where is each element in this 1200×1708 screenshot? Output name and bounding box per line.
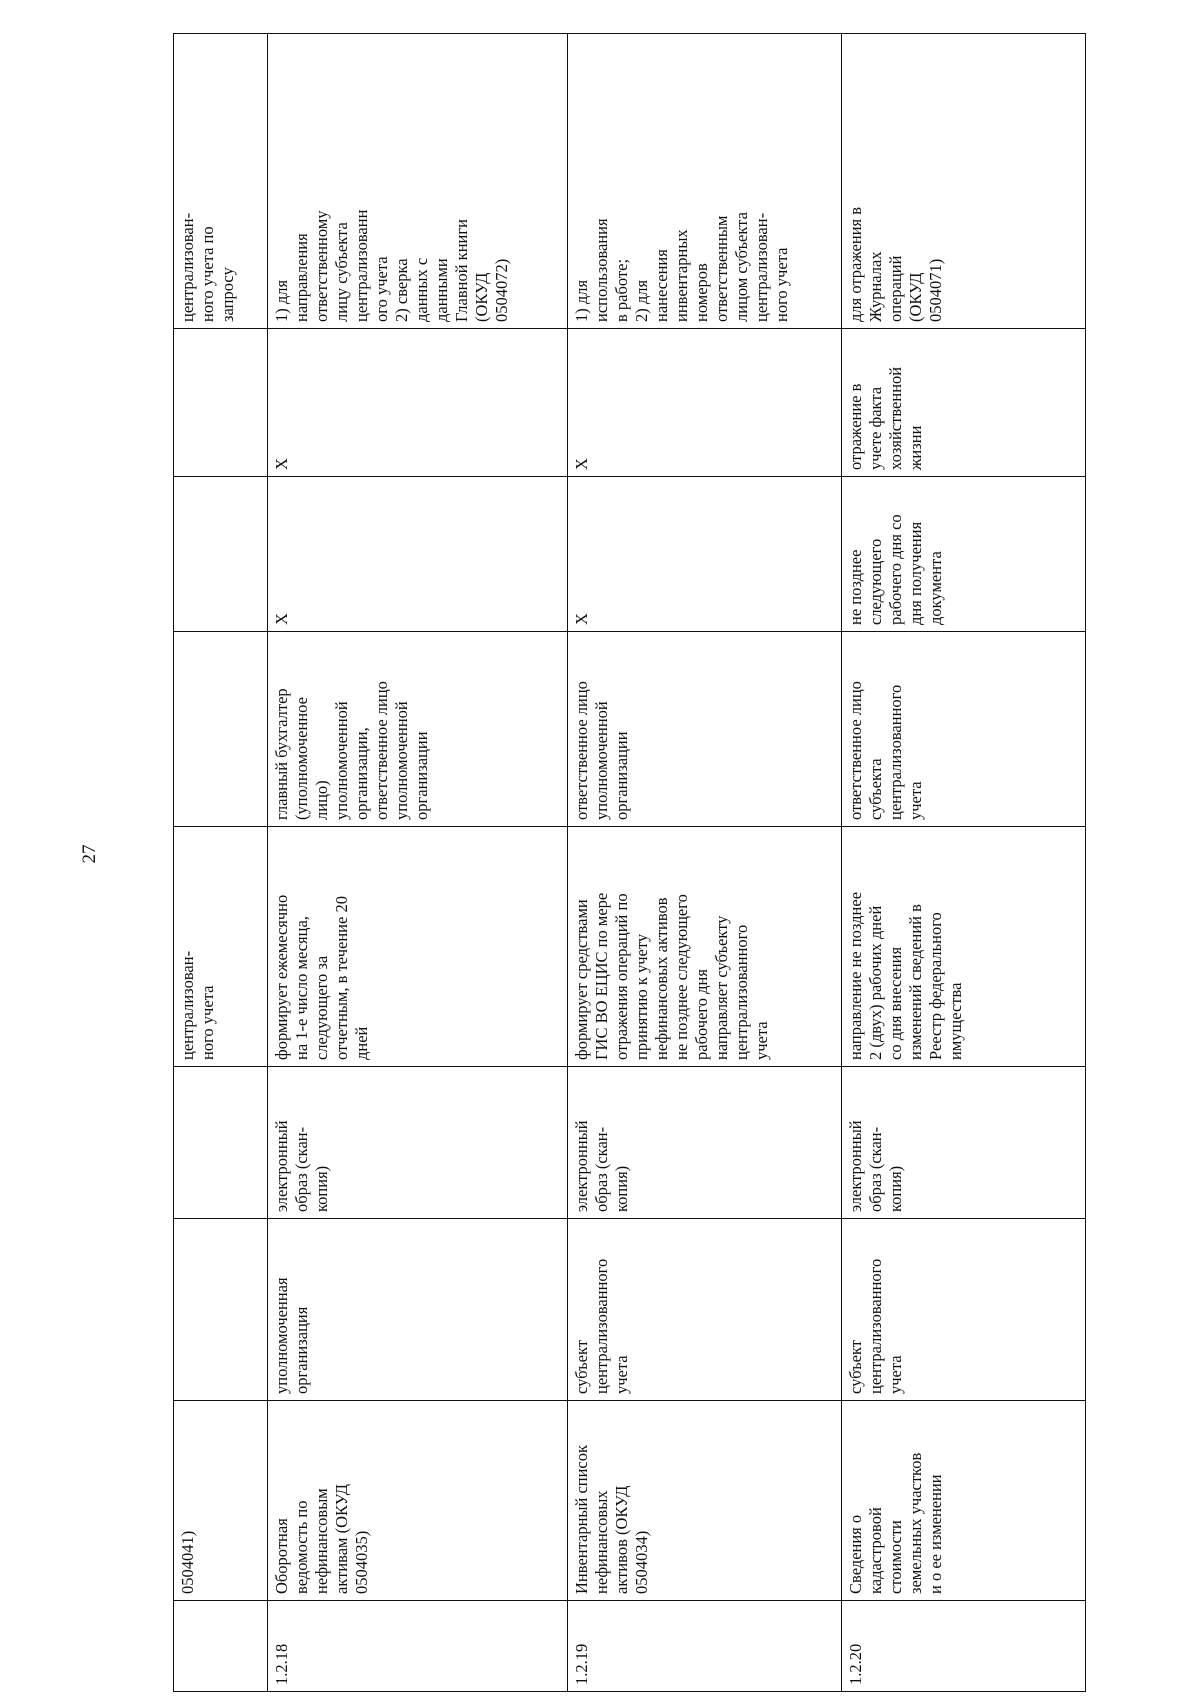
cell-name: Инвентарный список нефинансовых активов (ОКУД 0504034) [568,1401,842,1601]
table-row-1-2-20 [842,34,1086,1692]
cell-purpose: 1) для использования в работе; 2) для нанесения инвентарных номеров ответственным лицом субъекта централизован- ного учета [568,34,842,329]
cell-action [174,329,268,477]
cell-signer: ответственное лицо уполномоченной организации [568,632,842,827]
cell-purpose: 1) для направления ответственному лицу субъекта централизованн ого учета 2) сверка данных с данными Главной книги (ОКУД 0504072) [268,34,568,329]
cell-deadline [174,477,268,632]
cell-action: X [568,329,842,477]
cell-deadline: не позднее следующего рабочего дня со дня получения документа [842,477,1086,632]
cell-name: Сведения о кадастровой стоимости земельных участков и о ее изменении [842,1401,1086,1601]
cell-num: 1.2.18 [268,1601,568,1692]
cell-signer [174,632,268,827]
cell-signer: главный бухгалтер (уполномоченное лицо) уполномоченной организации, ответственное лицо уполномоченной организации [268,632,568,827]
cell-num: 1.2.19 [568,1601,842,1692]
cell-form: электронный образ (скан- копия) [842,1067,1086,1219]
cell-deadline: X [268,477,568,632]
cell-receiver: централизован- ного учета [174,827,268,1067]
cell-name: Оборотная ведомость по нефинансовым активам (ОКУД 0504035) [268,1401,568,1601]
cell-creator: уполномоченная организация [268,1219,568,1401]
cell-purpose: для отражения в Журналах операций (ОКУД 0504071) [842,34,1086,329]
cell-creator [174,1219,268,1401]
cell-action: X [268,329,568,477]
table-row-1-2-18 [268,34,568,1692]
cell-name: 0504041) [174,1401,268,1601]
cell-form: электронный образ (скан- копия) [568,1067,842,1219]
cell-purpose: централизован- ного учета по запросу [174,34,268,329]
cell-num [174,1601,268,1692]
cell-deadline: X [568,477,842,632]
cell-creator: субъект централизованного учета [568,1219,842,1401]
table-row-1-2-19 [568,34,842,1692]
cell-creator: субъект централизованного учета [842,1219,1086,1401]
cell-term: формирует ежемесячно на 1-е число месяца, следующего за отчетным, в течение 20 дней [268,827,568,1067]
page-number: 27 [79,844,100,864]
cell-num: 1.2.20 [842,1601,1086,1692]
cell-term: формирует средствами ГИС ВО ЕЦИС по мере отражения операций по принятию к учету нефинансовых активов не позднее следующего рабочего дня направляет субъекту централизованного учета [568,827,842,1067]
cell-action: отражение в учете факта хозяйственной жизни [842,329,1086,477]
cell-form [174,1067,268,1219]
document-table [173,33,1086,1692]
cell-signer: ответственное лицо субъекта централизованного учета [842,632,1086,827]
cell-term: направление не позднее 2 (двух) рабочих дней со дня внесения изменений сведений в Реестр федерального имущества [842,827,1086,1067]
cell-form: электронный образ (скан- копия) [268,1067,568,1219]
table-row-continuation [174,34,268,1692]
rotated-table-wrapper [173,34,1085,1692]
